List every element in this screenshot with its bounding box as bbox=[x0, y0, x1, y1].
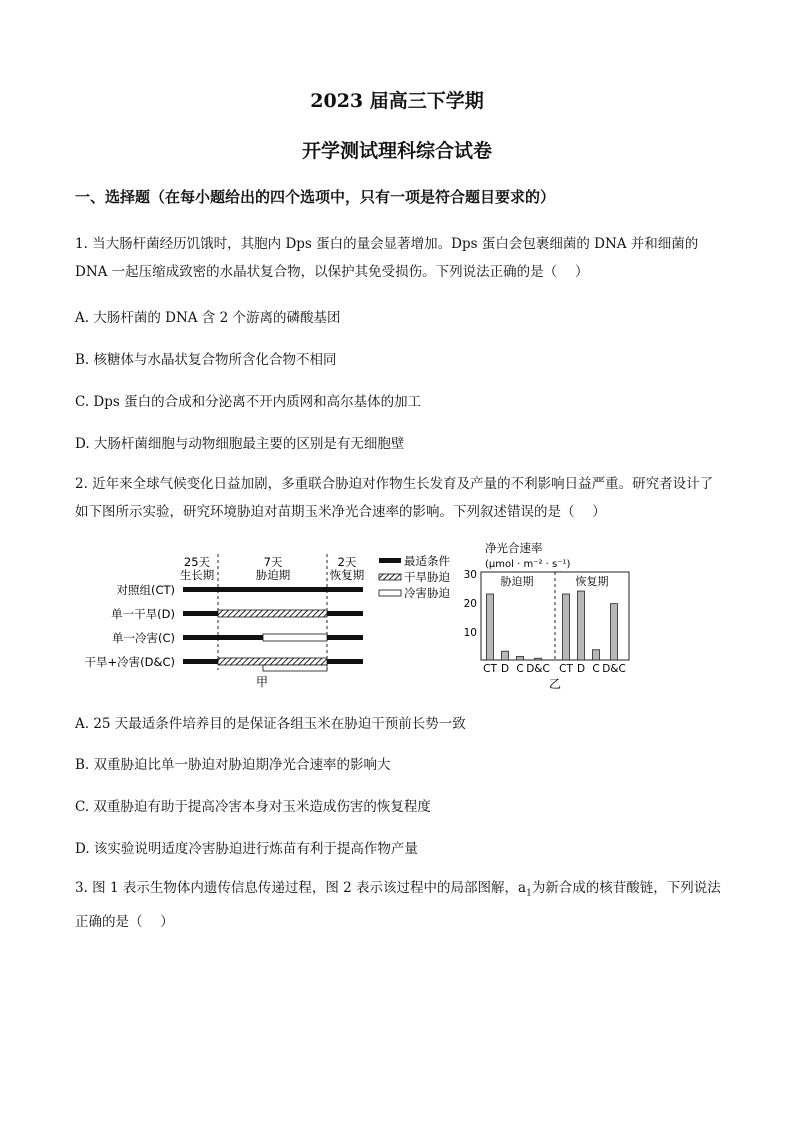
figure-b-caption: 乙 bbox=[548, 677, 562, 691]
phase-recovery-name: 恢复期 bbox=[329, 568, 365, 582]
question-1-stem: 1. 当大肠杆菌经历饥饿时，其胞内 Dps 蛋白的量会显著增加。Dps 蛋白会包裹细菌的 DNA 并和细菌的 DNA 一起压缩成致密的水晶状复合物，以保护其免受损伤。下列说法正确的是（ ） bbox=[75, 236, 699, 280]
x-tick-label: CT bbox=[559, 663, 573, 675]
group-label-c: 单一冷害(C) bbox=[111, 631, 175, 645]
group-label-ct: 对照组(CT) bbox=[116, 583, 175, 597]
figure-a-caption: 甲 bbox=[255, 675, 269, 689]
y-tick-30: 30 bbox=[463, 569, 477, 581]
exam-title-line1: 2023 届高三下学期 bbox=[310, 90, 484, 112]
bar-ct-full bbox=[183, 587, 363, 592]
question-2-option-c: C. 双重胁迫有助于提高冷害本身对玉米造成伤害的恢复程度 bbox=[75, 799, 431, 815]
question-2-option-a: A. 25 天最适条件培养目的是保证各组玉米在胁迫干预前长势一致 bbox=[75, 716, 466, 732]
phase-recovery-days: 2天 bbox=[337, 555, 357, 569]
question-3-stem bbox=[75, 874, 725, 936]
chart-ylabel: (μmol · m⁻² · s⁻¹) bbox=[485, 559, 571, 570]
section-heading: 一、选择题（在每小题给出的四个选项中，只有一项是符合题目要求的） bbox=[75, 188, 556, 206]
x-tick-label: C bbox=[592, 663, 600, 675]
question-1-option-c: C. Dps 蛋白的合成和分泌离不开内质网和高尔基体的加工 bbox=[75, 394, 422, 410]
bar-d-recovery bbox=[578, 591, 585, 660]
y-tick-10: 10 bbox=[463, 627, 477, 639]
bar-c-recovery bbox=[593, 650, 600, 660]
x-tick-label: C bbox=[516, 663, 524, 675]
question-1-option-b: B. 核糖体与水晶状复合物所含化合物不相同 bbox=[75, 352, 337, 368]
question-3-stem-sub: 1 bbox=[526, 888, 532, 899]
bar-ct-stress bbox=[487, 594, 494, 660]
phase-stress-days: 7天 bbox=[263, 555, 283, 569]
figure-a-treatment-diagram bbox=[75, 548, 465, 688]
panel-label-recovery: 恢复期 bbox=[575, 575, 609, 588]
exam-title-line2: 开学测试理科综合试卷 bbox=[301, 140, 492, 162]
legend-cold-label: 冷害胁迫 bbox=[404, 586, 450, 600]
legend-drought-swatch bbox=[379, 574, 401, 580]
x-tick-label: D bbox=[500, 663, 510, 675]
phase-growth-days: 25天 bbox=[183, 555, 211, 569]
question-1-option-a: A. 大肠杆菌的 DNA 含 2 个游离的磷酸基团 bbox=[75, 310, 341, 326]
bar-c-cold bbox=[263, 634, 327, 641]
bar-d-stress bbox=[502, 651, 509, 660]
question-1-option-d: D. 大肠杆菌细胞与动物细胞最主要的区别是有无细胞壁 bbox=[75, 436, 405, 452]
x-tick-label: D bbox=[576, 663, 586, 675]
group-label-d: 单一干旱(D) bbox=[111, 607, 175, 621]
bar-d-recovery bbox=[327, 611, 363, 616]
bar-ct-recovery bbox=[563, 594, 570, 660]
phase-growth-name: 生长期 bbox=[179, 568, 215, 582]
x-tick-label: D&C bbox=[602, 663, 626, 675]
phase-stress-name: 胁迫期 bbox=[255, 568, 291, 582]
group-label-dc: 干旱+冷害(D&C) bbox=[84, 655, 175, 669]
legend-drought-label: 干旱胁迫 bbox=[404, 570, 450, 584]
legend-optimal-label: 最适条件 bbox=[404, 554, 450, 568]
bar-dc-growth bbox=[183, 659, 218, 664]
bar-dc-recovery bbox=[611, 604, 618, 660]
bar-dc-drought bbox=[218, 658, 327, 665]
x-tick-label: CT bbox=[483, 663, 497, 675]
bar-d-drought bbox=[218, 610, 327, 617]
bar-dc-cold bbox=[263, 665, 327, 671]
bar-d-growth bbox=[183, 611, 218, 616]
legend-optimal-swatch bbox=[379, 558, 401, 563]
legend-cold-swatch bbox=[379, 590, 401, 596]
question-2-stem: 2. 近年来全球气候变化日益加剧，多重联合胁迫对作物生长发育及产量的不利影响日益严重。研究者设计了如下图所示实验，研究环境胁迫对苗期玉米净光合速率的影响。下列叙述错误的是（ ） bbox=[75, 476, 714, 520]
bar-c-recovery bbox=[327, 635, 363, 640]
bar-dc-recovery bbox=[327, 659, 363, 664]
panel-label-stress: 胁迫期 bbox=[500, 575, 534, 588]
bar-dc-stress bbox=[535, 658, 542, 660]
question-3-stem-pre: 3. 图 1 表示生物体内遗传信息传递过程，图 2 表示该过程中的局部图解，a bbox=[75, 880, 527, 896]
x-tick-label: D&C bbox=[526, 663, 550, 675]
bar-c-stress bbox=[517, 656, 524, 660]
bar-c-growth bbox=[183, 635, 263, 640]
chart-title: 净光合速率 bbox=[485, 541, 543, 555]
question-2-option-d: D. 该实验说明适度冷害胁迫进行炼苗有利于提高作物产量 bbox=[75, 841, 418, 857]
figure-b-bar-chart bbox=[465, 540, 640, 690]
y-tick-20: 20 bbox=[463, 598, 477, 610]
question-2-option-b: B. 双重胁迫比单一胁迫对胁迫期净光合速率的影响大 bbox=[75, 757, 391, 773]
question-3-stem-post: 为新合成的核苷酸链，下列说法正确的是（ ） bbox=[75, 880, 721, 930]
